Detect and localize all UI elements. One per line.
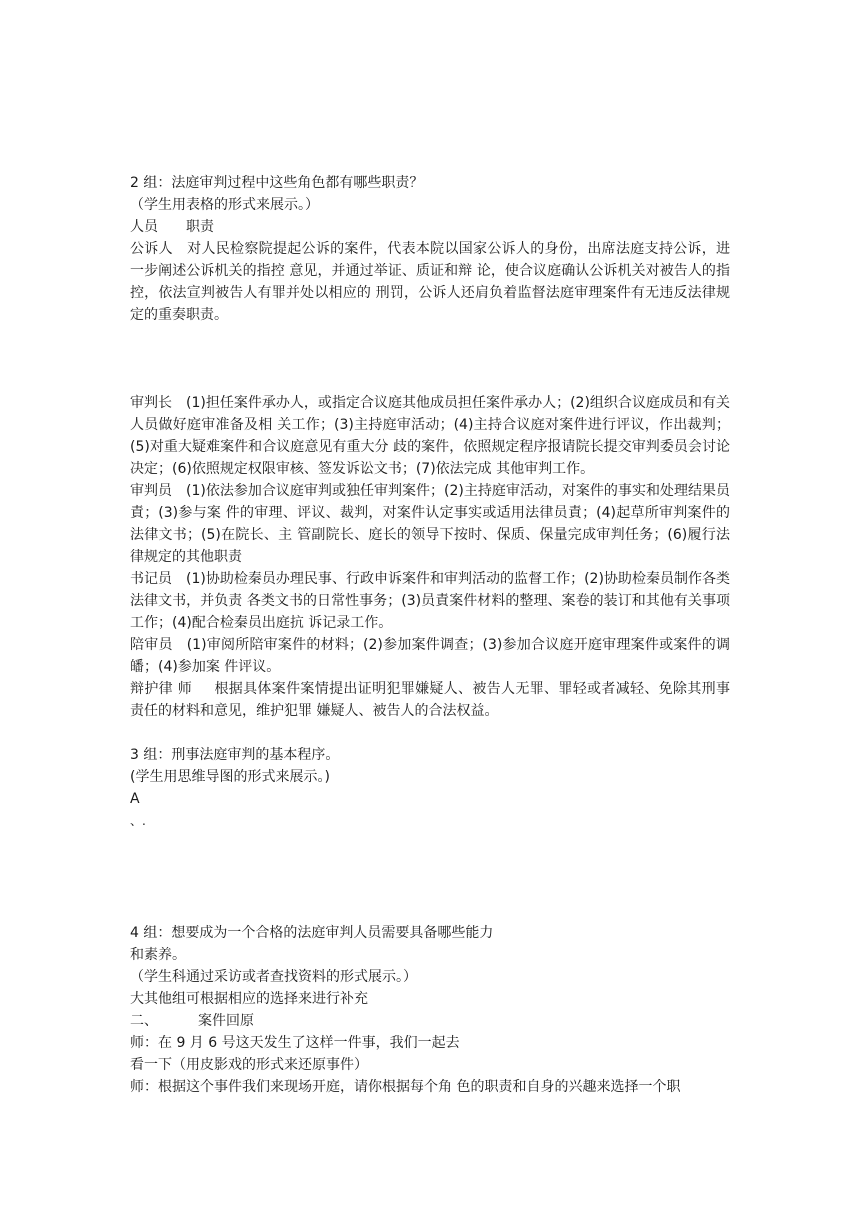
prosecutor-row	[130, 238, 730, 326]
chief-judge-row	[130, 392, 730, 480]
group3-heading: 3 组：刑事法庭审判的基本程序。	[130, 747, 340, 763]
judge-duty: (1)依法参加合议庭审判或独任审判案件；(2)主持庭审活动，对案件的事实和处理结果员責；(3)参与案 件的审理、评议、裁判，对案件认定事实或适用法律员責；(4)起草所审判案件的法律文书；(5)在院长、主 管副院长、庭长的领导下按时、保质、保量完成审判任务；(6)履行法律规定的其他职责	[130, 483, 730, 565]
group4-supplement: 大其他组可根据相应的选择来进行补充	[130, 991, 368, 1007]
group4-heading-line2: 和素养。	[130, 947, 186, 963]
document-page	[130, 172, 730, 1098]
prosecutor-duty: 对人民检察院提起公诉的案件，代表本院以国家公诉人的身份，出席法庭支持公诉，进一步阐述公诉机关的指控 意见，并通过举证、质证和辩 论，使合议庭确认公诉机关对被告人的指控，依法宣判被告人有罪并处以相应的 刑罚，公诉人还肩负着监督法庭审理案件有无违反法律规定的重奏职责。	[130, 241, 731, 323]
section2-number: 二、	[130, 1013, 158, 1029]
chief-judge-duty: (1)担任案件承办人，或指定合议庭其他成员担任案件承办人；(2)组织合议庭成员和有关人员做好庭审准备及相 关工作；(3)主持庭审活动；(4)主持合议庭对案件进行评议，作出裁判；(5)对重大疑难案件和合议庭意见有重大分 歧的案件，依照规定程序报请院长提交审判委员会讨论决定；(6)依照规定权限审核、签发诉讼文书；(7)依法完成 其他审判工作。	[130, 395, 730, 477]
defender-role: 辩护律 师	[130, 681, 193, 697]
section2-line2: 看一下（用皮影戏的形式来还原事件）	[130, 1057, 368, 1073]
judge-row	[130, 480, 730, 568]
table-header-duty: 职责	[186, 219, 214, 235]
mindmap-mark-a: A	[130, 791, 140, 807]
group3-note: (学生用思维导图的形式来展示。)	[130, 769, 330, 785]
defender-duty: 根据具体案件案情提出证明犯罪嫌疑人、被告人无罪、罪轻或者减轻、免除其刑事责任的材料和意见，维护犯罪 嫌疑人、被告人的合法权益。	[130, 681, 731, 719]
clerk-row	[130, 568, 730, 634]
section2-title: 案件回原	[198, 1013, 254, 1029]
defender-row	[130, 678, 730, 722]
prosecutor-role: 公诉人	[130, 241, 173, 257]
clerk-duty: (1)协助检秦员办理民事、行政申诉案件和审判活动的监督工作；(2)协助检秦员制作各类法律文书，并负责 各类文书的日常性事务；(3)员責案件材料的整理、案卷的装订和其他有关事项工作；(4)配合检秦员出庭抗 诉记录工作。	[130, 571, 730, 631]
group2-heading: 2 组：法庭审判过程中这些角色都有哪些职责？	[130, 175, 424, 191]
spacer	[130, 326, 730, 392]
group2-note: （学生用表格的形式来展示。）	[130, 197, 319, 213]
section2-line1: 师：在 9 月 6 号这天发生了这样一件事，我们一起去	[130, 1035, 460, 1051]
spacer	[130, 832, 730, 922]
assessor-role: 陪审员	[130, 637, 173, 653]
judge-role: 审判员	[130, 483, 173, 499]
section2-heading	[130, 1010, 730, 1032]
spacer	[130, 722, 730, 744]
assessor-row	[130, 634, 730, 678]
section2-line3: 师：根据这个事件我们来现场开庭，请你根据每个角 色的职责和自身的兴趣来选择一个职	[130, 1079, 681, 1095]
clerk-role: 书记员	[130, 571, 173, 587]
mindmap-mark-b: 、.	[130, 814, 146, 828]
table-header-role: 人员	[130, 219, 158, 235]
assessor-duty: (1)审阅所陪审案件的材料；(2)参加案件调查；(3)参加合议庭开庭审理案件或案件的调皤；(4)参加案 件评议。	[130, 637, 731, 675]
group4-heading-line1: 4 组：想要成为一个合格的法庭审判人员需要具备哪些能力	[130, 925, 494, 941]
duty-table-header	[130, 216, 730, 238]
chief-judge-role: 审判长	[130, 395, 173, 411]
group4-note: （学生科通过采访或者查找资料的形式展示。）	[130, 969, 417, 985]
